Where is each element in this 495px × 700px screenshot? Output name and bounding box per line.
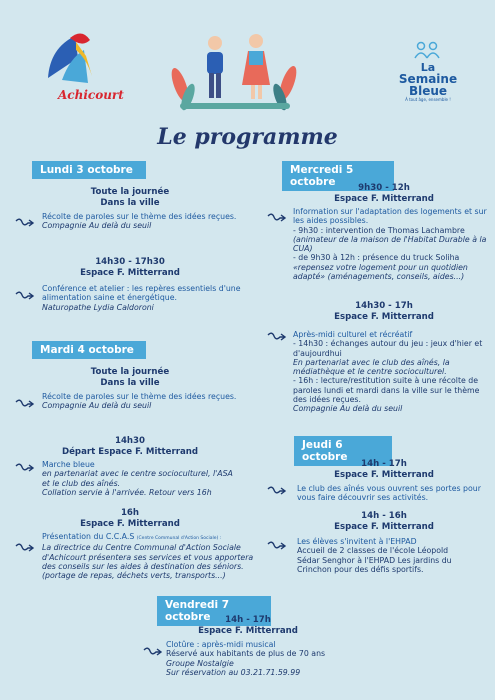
vendredi-session1-header [148,615,348,636]
arrow-squiggle-icon [14,542,36,556]
brand-line3: Bleue [408,84,448,98]
mardi-s2-entry [42,460,242,497]
lundi-s1-time: Toute la journée [90,187,170,197]
vendredi-s1-note2: Sur réservation au 03.21.71.59.99 [166,667,301,677]
mardi-s3-text: Présentation du C.C.A.S [42,532,135,541]
arrow-squiggle-icon [266,331,288,345]
jeudi-s2-entry [297,537,473,574]
lundi-s2-entry [42,284,242,312]
mardi-s1-text: Récolte de paroles sur le thème des idées reçues. [42,392,237,401]
jeudi-s2-place: Espace F. Mitterrand [334,521,434,532]
mercredi-s2-time: 14h30 - 17h [355,301,413,311]
jeudi-s2-text: Les élèves s'invitent à l'EHPAD [297,537,417,546]
arrow-squiggle-icon [14,217,36,231]
mercredi-s1-line2: - 9h30 : intervention de Thomas Lachambre [293,225,465,235]
mardi-s3-small: (Centre Communal d'Action Sociale) : [136,536,222,541]
lundi-s2-text: Conférence et atelier : les repères essentiels d'une alimentation saine et énergétique. [42,284,241,303]
achicourt-logo [30,28,130,108]
mercredi-s2-line3: - 16h : lecture/restitution suite à une récolte de paroles lundi et mardi dans la ville sur le thème des idées reçues. [293,376,480,405]
lundi-s2-time: 14h30 - 17h30 [95,257,165,267]
mardi-session2-header [30,436,230,457]
mardi-s2-text: Marche bleue [42,460,95,469]
jeudi-s1-entry [297,484,489,503]
mardi-s3-entry [42,532,254,580]
mercredi-s2-entry [293,330,489,414]
jeudi-s2-line2: Accueil de 2 classes de l'école Léopold Sédar Senghor à l'EHPAD Les jardins du Crinchon pour des défis sportifs. [297,546,452,574]
day-banner-lundi: Lundi 3 octobre [32,161,146,179]
day-banner-jeudi: Jeudi 6 octobre [294,436,392,466]
jeudi-s1-place: Espace F. Mitterrand [334,469,434,480]
vendredi-s1-line2: Réservé aux habitants de plus de 70 ans [166,649,326,659]
mardi-s3-note: La directrice du Centre Communal d'Action Sociale d'Achicourt présentera ses services et vous apportera des conseils sur les aides à destination des séniors. (portage de repas, déchets verts, transports...) [42,543,254,581]
semaine-bleue-people-icon [411,40,445,60]
mercredi-session1-header [284,183,484,204]
mardi-s3-time: 16h [120,508,140,518]
jeudi-s1-text: Le club des aînés vous ouvrent ses portes pour vous faire découvrir ses activités. [297,484,481,503]
mercredi-s1-text: Information sur l'adaptation des logements et sur les aides possibles. [293,207,487,226]
dancing-seniors-illustration [160,25,310,115]
vendredi-s1-text: Clotûre : après-midi musical [166,640,276,649]
brand-line1: La [420,61,436,74]
mercredi-s1-line3: (animateur de la maison de l'Habitat Durable à la CUA) [293,234,487,254]
mardi-session1-header [30,367,230,388]
mardi-session3-header [30,508,230,529]
semaine-bleue-logo [388,40,468,103]
arrow-squiggle-icon [14,462,36,476]
lundi-s2-note: Naturopathe Lydia Caldoroni [42,302,154,312]
town-name: Achicourt [58,88,124,102]
jeudi-s1-time: 14h - 17h [361,459,407,469]
mercredi-s2-line2: - 14h30 : échanges autour du jeu : jeux d'hier et d'aujourdhui [293,339,483,358]
lundi-session2-header [30,257,230,278]
lundi-s2-place: Espace F. Mitterrand [80,267,180,278]
lundi-s1-place: Dans la ville [100,197,160,208]
day-banner-mardi: Mardi 4 octobre [32,341,146,359]
vendredi-s1-entry [166,640,366,677]
mardi-s2-place: Départ Espace F. Mitterrand [61,446,199,457]
mercredi-s1-time: 9h30 - 12h [358,183,410,193]
mercredi-s2-place: Espace F. Mitterrand [334,311,434,322]
mercredi-s2-note2: Compagnie Au delà du seuil [293,404,403,414]
arrow-squiggle-icon [142,646,164,660]
vendredi-s1-note: Groupe Nostalgie [166,658,234,668]
mardi-s2-time: 14h30 [114,436,146,446]
arrow-squiggle-icon [14,290,36,304]
mercredi-s1-line4: - de 9h30 à 12h : présence du truck Soliha [293,253,460,263]
lundi-s1-text: Récolte de paroles sur le thème des idées reçues. [42,212,237,221]
day-banner-mercredi: Mercredi 5 octobre [282,161,394,191]
mardi-s3-place: Espace F. Mitterrand [80,518,180,529]
mercredi-s1-place: Espace F. Mitterrand [334,193,434,204]
arrow-squiggle-icon [266,485,288,499]
lundi-session1-header [30,187,230,208]
mercredi-s1-entry [293,207,489,281]
jeudi-session1-header [284,459,484,480]
lundi-s1-entry [42,212,242,231]
vendredi-s1-place: Espace F. Mitterrand [198,625,298,636]
lundi-s1-note: Compagnie Au delà du seuil [42,221,152,231]
mercredi-s2-note: En partenariat avec le club des aînés, la médiathèque et le centre socioculturel. [293,357,450,377]
mardi-s2-note1: en partenariat avec le centre socioculturel, l'ASA et le club des aînés. [42,469,233,488]
mardi-s1-place: Dans la ville [100,377,160,388]
jeudi-s2-time: 14h - 16h [361,511,407,521]
brand-tagline: À tout âge, ensemble ! [405,97,451,102]
page-title: Le programme [157,124,338,150]
achicourt-emblem-icon [40,28,100,88]
mercredi-session2-header [284,301,484,322]
vendredi-s1-time: 14h - 17h [225,615,271,625]
arrow-squiggle-icon [266,212,288,226]
day-banner-vendredi: Vendredi 7 octobre [157,596,271,626]
brand-line2: Semaine [398,72,458,86]
mardi-s1-time: Toute la journée [90,367,170,377]
mardi-s1-note: Compagnie Au delà du seuil [42,401,152,411]
mardi-s2-note2: Collation servie à l'arrivée. Retour vers 16h [42,487,212,497]
mercredi-s2-text: Après-midi culturel et récréatif [293,330,413,339]
mercredi-s1-line5: «repensez votre logement pour un quotidien adapté» (aménagements, conseils, aides...) [293,262,468,282]
mardi-s1-entry [42,392,242,411]
arrow-squiggle-icon [14,398,36,412]
jeudi-session2-header [284,511,484,532]
arrow-squiggle-icon [266,540,288,554]
